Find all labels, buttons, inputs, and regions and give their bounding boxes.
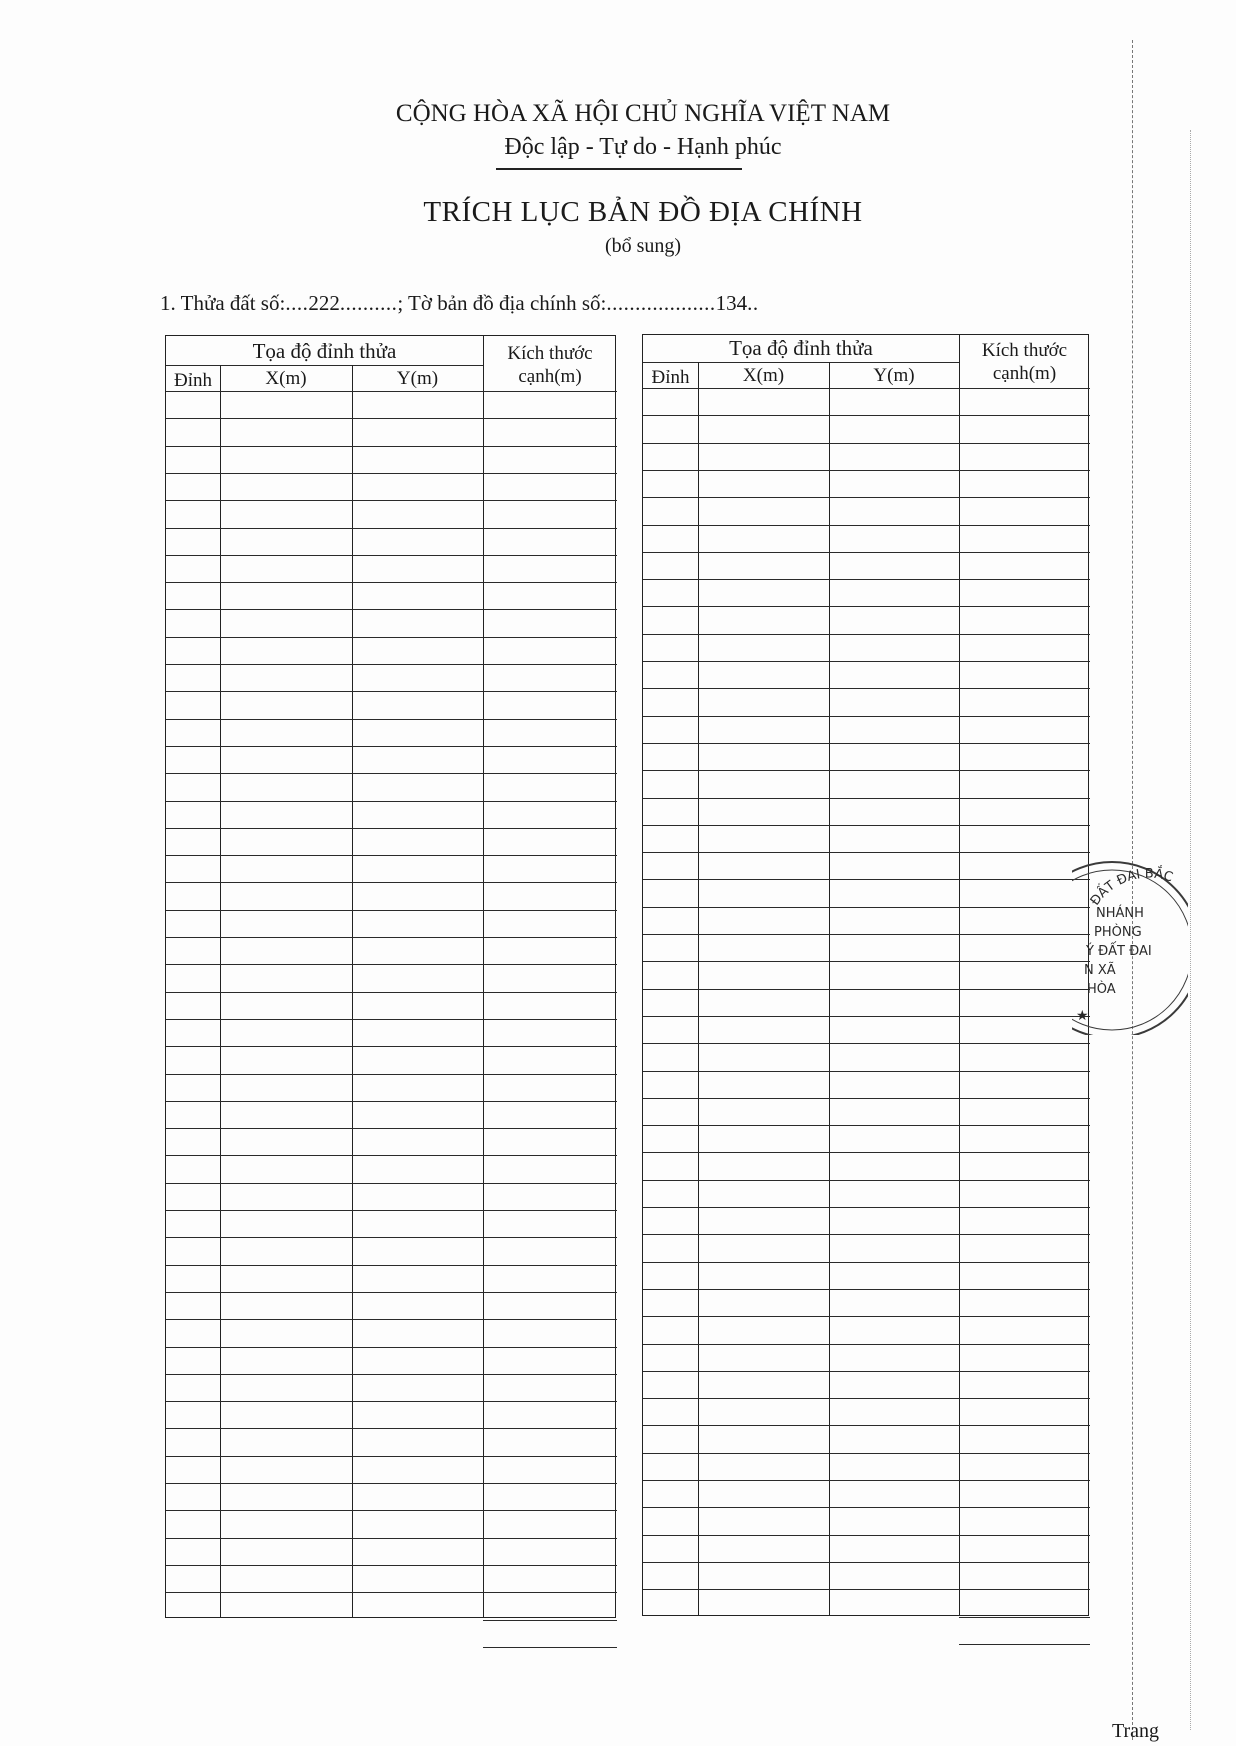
edge-row-line <box>483 882 617 883</box>
coord-row-line <box>166 1374 483 1375</box>
edge-row-line <box>483 582 617 583</box>
coord-row-line <box>643 443 959 444</box>
coord-row-line <box>166 1483 483 1484</box>
edge-column-divider <box>959 335 960 1615</box>
edge-row-line <box>959 1207 1090 1208</box>
edge-row-line <box>959 470 1090 471</box>
edge-row-line <box>959 1644 1090 1645</box>
edge-row-line <box>959 1480 1090 1481</box>
edge-row-line <box>483 1620 617 1621</box>
coord-row-line <box>643 1425 959 1426</box>
edge-row-line <box>959 688 1090 689</box>
edge-row-line <box>959 1289 1090 1290</box>
edge-row-line <box>483 910 617 911</box>
seal-graphic <box>1072 855 1188 1035</box>
edge-row-line <box>483 801 617 802</box>
edge-size-header-2: cạnh(m) <box>518 366 582 387</box>
coord-row-line <box>643 688 959 689</box>
coord-row-line <box>166 691 483 692</box>
edge-row-line <box>483 1183 617 1184</box>
edge-row-line <box>483 446 617 447</box>
edge-row-line <box>483 391 617 392</box>
edge-row-line <box>959 1316 1090 1317</box>
edge-row-line <box>959 415 1090 416</box>
edge-row-line <box>483 719 617 720</box>
coord-row-line <box>643 1180 959 1181</box>
coord-row-line <box>643 1071 959 1072</box>
header-subdivider <box>643 362 959 363</box>
edge-row-line <box>483 1319 617 1320</box>
coord-row-line <box>643 470 959 471</box>
coord-row-line <box>166 1428 483 1429</box>
coord-row-line <box>166 773 483 774</box>
parcel-info-line <box>160 291 759 316</box>
edge-row-line <box>483 555 617 556</box>
edge-row-line <box>483 746 617 747</box>
coord-row-line <box>166 1592 483 1593</box>
coord-row-line <box>166 855 483 856</box>
edge-row-line <box>483 1401 617 1402</box>
edge-row-line <box>959 907 1090 908</box>
edge-row-line <box>959 1234 1090 1235</box>
coord-row-line <box>643 852 959 853</box>
edge-row-line <box>483 1456 617 1457</box>
edge-row-line <box>959 1507 1090 1508</box>
coord-row-line <box>643 1234 959 1235</box>
parcel-dots-3: ................... <box>606 291 716 315</box>
edge-size-header-2: cạnh(m) <box>992 363 1057 384</box>
coordinates-table-right <box>642 334 1089 1616</box>
edge-row-line <box>483 1347 617 1348</box>
edge-row-line <box>483 1265 617 1266</box>
edge-row-line <box>483 937 617 938</box>
coord-row-line <box>166 500 483 501</box>
coord-row-line <box>166 1292 483 1293</box>
x-header: X(m) <box>742 365 785 386</box>
edge-row-line <box>483 1428 617 1429</box>
coord-row-line <box>166 882 483 883</box>
edge-row-line <box>959 825 1090 826</box>
coord-row-line <box>643 825 959 826</box>
edge-row-line <box>959 1535 1090 1536</box>
coord-row-line <box>166 992 483 993</box>
edge-row-line <box>959 579 1090 580</box>
edge-row-line <box>959 770 1090 771</box>
page-label: Trang <box>1112 1720 1160 1742</box>
coord-row-line <box>166 446 483 447</box>
x-header: X(m) <box>265 368 307 389</box>
edge-row-line <box>483 1483 617 1484</box>
edge-row-line <box>959 1125 1090 1126</box>
motto-underline <box>496 168 742 170</box>
coord-row-line <box>166 719 483 720</box>
coord-row-line <box>643 1289 959 1290</box>
coord-row-line <box>643 1207 959 1208</box>
edge-row-line <box>959 989 1090 990</box>
edge-row-line <box>483 418 617 419</box>
edge-row-line <box>959 1344 1090 1345</box>
coord-row-line <box>166 1210 483 1211</box>
parcel-number-value: 222 <box>308 291 340 315</box>
coord-row-line <box>643 1344 959 1345</box>
coord-row-line <box>166 1401 483 1402</box>
edge-row-line <box>483 1101 617 1102</box>
coord-row-line <box>643 1316 959 1317</box>
coord-row-line <box>643 579 959 580</box>
edge-row-line <box>959 606 1090 607</box>
coord-row-line <box>166 555 483 556</box>
edge-row-line <box>959 961 1090 962</box>
coord-row-line <box>643 1152 959 1153</box>
document-title: TRÍCH LỤC BẢN ĐỒ ĐỊA CHÍNH <box>423 196 863 228</box>
edge-row-line <box>959 798 1090 799</box>
coord-row-line <box>166 828 483 829</box>
edge-size-header-1: Kích thước <box>981 340 1068 361</box>
edge-row-line <box>959 1071 1090 1072</box>
seal-line-1: NHÁNH <box>1096 906 1144 921</box>
edge-row-line <box>959 1398 1090 1399</box>
edge-row-line <box>483 1074 617 1075</box>
edge-row-line <box>483 1155 617 1156</box>
coord-row-line <box>166 1538 483 1539</box>
parcel-dots-1: .... <box>285 291 309 315</box>
edge-row-line <box>483 1292 617 1293</box>
coord-row-line <box>166 1183 483 1184</box>
header-subdivider <box>166 365 483 366</box>
edge-row-line <box>959 1016 1090 1017</box>
edge-row-line <box>959 1425 1090 1426</box>
coord-row-line <box>166 473 483 474</box>
edge-row-line <box>483 1046 617 1047</box>
coord-row-line <box>166 937 483 938</box>
edge-row-line <box>483 1128 617 1129</box>
edge-row-line <box>959 443 1090 444</box>
coord-row-line <box>643 716 959 717</box>
y-header: Y(m) <box>396 368 439 389</box>
parcel-dots-4: .. <box>747 291 759 315</box>
map-sheet-value: 134 <box>715 291 748 315</box>
coord-row-line <box>166 1101 483 1102</box>
coord-row-line <box>166 1155 483 1156</box>
coord-row-line <box>643 1562 959 1563</box>
red-seal-stamp <box>1072 855 1188 1035</box>
coord-row-line <box>166 637 483 638</box>
coord-row-line <box>643 606 959 607</box>
coord-row-line <box>643 1125 959 1126</box>
coord-row-line <box>643 415 959 416</box>
edge-row-line <box>959 552 1090 553</box>
coord-row-line <box>643 770 959 771</box>
edge-row-line <box>483 1237 617 1238</box>
edge-row-line <box>483 1538 617 1539</box>
seal-line-5: HÒA <box>1087 982 1116 997</box>
coord-row-line <box>643 1480 959 1481</box>
coord-row-line <box>643 961 959 962</box>
edge-row-line <box>959 716 1090 717</box>
edge-row-line <box>483 1565 617 1566</box>
edge-row-line <box>959 1180 1090 1181</box>
coord-row-line <box>643 388 959 389</box>
coord-row-line <box>166 1019 483 1020</box>
coord-row-line <box>643 743 959 744</box>
coord-row-line <box>166 582 483 583</box>
coordinates-table-left <box>165 335 616 1618</box>
coords-header: Tọa độ đỉnh thửa <box>252 339 397 363</box>
seal-line-3: Ý ĐẤT ĐAI <box>1086 944 1152 959</box>
coord-row-line <box>643 1371 959 1372</box>
coord-row-line <box>643 497 959 498</box>
coord-row-line <box>166 1347 483 1348</box>
coord-row-line <box>643 879 959 880</box>
coord-row-line <box>643 1507 959 1508</box>
coord-row-line <box>166 1046 483 1047</box>
edge-row-line <box>483 1647 617 1648</box>
seal-star-icon: ★ <box>1076 1008 1089 1024</box>
coord-row-line <box>643 934 959 935</box>
edge-row-line <box>483 828 617 829</box>
edge-row-line <box>959 1589 1090 1590</box>
edge-row-line <box>959 1043 1090 1044</box>
edge-row-line <box>959 1262 1090 1263</box>
edge-row-line <box>959 1617 1090 1618</box>
coord-row-line <box>166 609 483 610</box>
edge-row-line <box>483 473 617 474</box>
coord-row-line <box>166 664 483 665</box>
edge-row-line <box>483 528 617 529</box>
coord-row-line <box>166 391 483 392</box>
edge-row-line <box>959 1152 1090 1153</box>
coord-row-line <box>166 1319 483 1320</box>
vertex-header: Đỉnh <box>174 370 212 391</box>
edge-row-line <box>483 1374 617 1375</box>
edge-row-line <box>483 1019 617 1020</box>
edge-row-line <box>959 497 1090 498</box>
edge-row-line <box>959 852 1090 853</box>
coord-row-line <box>643 1589 959 1590</box>
coord-row-line <box>166 418 483 419</box>
coord-row-line <box>643 525 959 526</box>
coord-row-line <box>643 1016 959 1017</box>
edge-row-line <box>959 1562 1090 1563</box>
map-sheet-label: ; Tờ bản đồ địa chính số: <box>397 291 607 315</box>
coord-row-line <box>643 634 959 635</box>
vertex-header: Đỉnh <box>651 367 690 388</box>
edge-row-line <box>959 634 1090 635</box>
coord-row-line <box>643 798 959 799</box>
coord-row-line <box>643 552 959 553</box>
edge-row-line <box>959 661 1090 662</box>
edge-row-line <box>959 525 1090 526</box>
edge-row-line <box>483 691 617 692</box>
seal-arc-top-text: ĐẤT ĐAI BẮC <box>1087 866 1175 909</box>
edge-row-line <box>959 743 1090 744</box>
coord-row-line <box>166 1565 483 1566</box>
seal-line-4: N XÃ <box>1084 963 1116 978</box>
coord-row-line <box>643 1398 959 1399</box>
scan-edge-dots <box>1190 130 1191 1730</box>
coord-row-line <box>643 1098 959 1099</box>
edge-row-line <box>483 964 617 965</box>
coord-row-line <box>166 746 483 747</box>
coord-row-line <box>166 964 483 965</box>
coord-row-line <box>166 1237 483 1238</box>
edge-row-line <box>483 500 617 501</box>
coord-row-line <box>643 1535 959 1536</box>
y-header: Y(m) <box>873 365 915 386</box>
coord-row-line <box>166 801 483 802</box>
edge-row-line <box>959 1371 1090 1372</box>
edge-row-line <box>959 388 1090 389</box>
edge-row-line <box>483 637 617 638</box>
coord-row-line <box>643 1262 959 1263</box>
parcel-dots-2: .......... <box>339 291 398 315</box>
edge-row-line <box>483 773 617 774</box>
edge-row-line <box>959 934 1090 935</box>
coord-row-line <box>166 1128 483 1129</box>
edge-row-line <box>483 1210 617 1211</box>
edge-row-line <box>483 1592 617 1593</box>
coord-row-line <box>166 1510 483 1511</box>
coord-row-line <box>643 661 959 662</box>
coord-row-line <box>166 1074 483 1075</box>
edge-row-line <box>483 992 617 993</box>
edge-row-line <box>483 1510 617 1511</box>
edge-row-line <box>483 664 617 665</box>
coord-row-line <box>643 907 959 908</box>
edge-size-header-1: Kích thước <box>507 343 593 364</box>
coord-row-line <box>643 1043 959 1044</box>
edge-row-line <box>959 1098 1090 1099</box>
edge-row-line <box>959 879 1090 880</box>
coord-row-line <box>166 1265 483 1266</box>
seal-line-2: PHÒNG <box>1094 925 1142 940</box>
coord-row-line <box>166 1456 483 1457</box>
edge-row-line <box>483 855 617 856</box>
coord-row-line <box>166 528 483 529</box>
coord-row-line <box>643 989 959 990</box>
parcel-number-label: 1. Thửa đất số: <box>160 291 286 315</box>
edge-row-line <box>959 1453 1090 1454</box>
motto-heading: Độc lập - Tự do - Hạnh phúc <box>504 134 782 160</box>
coord-row-line <box>643 1453 959 1454</box>
country-heading: CỘNG HÒA XÃ HỘI CHỦ NGHĨA VIỆT NAM <box>395 100 891 127</box>
coords-header: Tọa độ đỉnh thửa <box>729 336 873 360</box>
document-subtitle: (bổ sung) <box>604 235 682 257</box>
coord-row-line <box>166 910 483 911</box>
edge-row-line <box>483 609 617 610</box>
